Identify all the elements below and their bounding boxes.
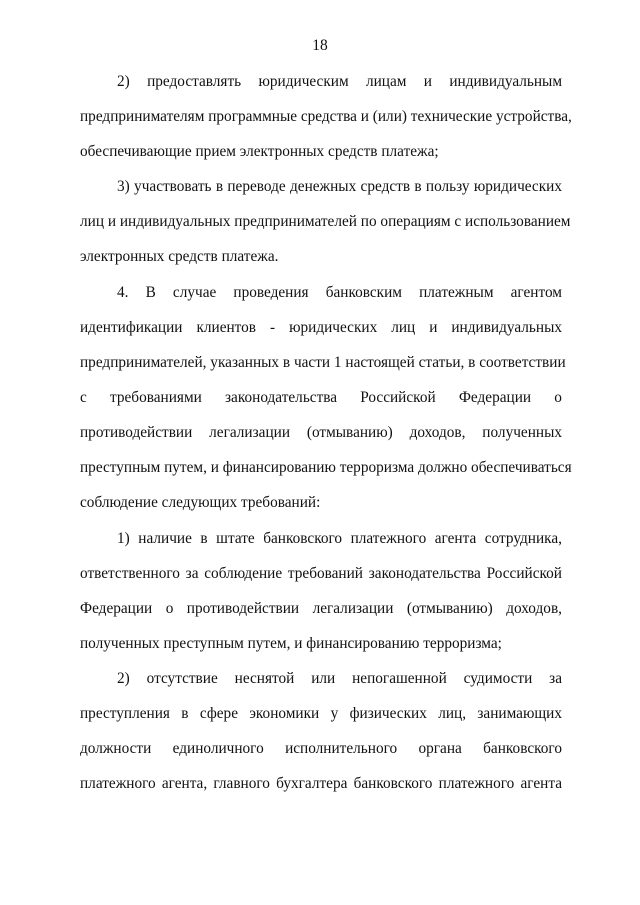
text-line	[80, 388, 562, 408]
text-line: платежного агента, главного бухгалтера банковского платежного агента	[80, 775, 562, 792]
text-line: соблюдение следующих требований:	[80, 494, 321, 511]
text-line	[80, 739, 562, 759]
text-line: идентификации клиентов - юридических лиц и индивидуальных	[80, 319, 562, 336]
text-line: ответственного за соблюдение требований законодательства Российской	[80, 565, 562, 582]
text-line: преступления в сфере экономики у физических лиц, занимающих	[80, 705, 562, 722]
word: банковского	[483, 740, 562, 757]
text-line: Федерации о противодействии легализации (отмыванию) доходов,	[80, 600, 562, 617]
word: Российской	[360, 389, 436, 406]
word: органа	[418, 740, 462, 757]
text-line: лиц и индивидуальных предпринимателей по операциям с использованием	[80, 213, 571, 230]
word: исполнительного	[285, 740, 398, 757]
word: о	[554, 389, 562, 406]
text-line: предпринимателям программные средства и (или) технические устройства,	[80, 108, 572, 125]
word: должности	[80, 740, 152, 757]
word: Федерации	[458, 389, 532, 406]
word: с	[80, 389, 87, 406]
word: единоличного	[172, 740, 264, 757]
word: требованиями	[109, 389, 202, 406]
word: законодательства	[225, 389, 338, 406]
text-line: полученных преступным путем, и финансированию терроризма;	[80, 635, 502, 652]
text-line: электронных средств платежа.	[80, 248, 279, 265]
text-line: 2) предоставлять юридическим лицам и индивидуальным	[117, 73, 562, 90]
text-line: предпринимателей, указанных в части 1 настоящей статьи, в соответствии	[80, 354, 566, 371]
text-line: преступным путем, и финансированию терроризма должно обеспечиваться	[80, 459, 572, 476]
text-line: 3) участвовать в переводе денежных средств в пользу юридических	[117, 178, 562, 195]
text-line: 4. В случае проведения банковским платежным агентом	[117, 284, 562, 301]
text-line: обеспечивающие прием электронных средств платежа;	[80, 143, 439, 160]
text-line: 1) наличие в штате банковского платежного агента сотрудника,	[117, 530, 562, 547]
text-line: 2) отсутствие неснятой или непогашенной судимости за	[117, 670, 562, 687]
text-line: противодействии легализации (отмыванию) доходов, полученных	[80, 424, 562, 441]
page-number: 18	[312, 37, 328, 54]
